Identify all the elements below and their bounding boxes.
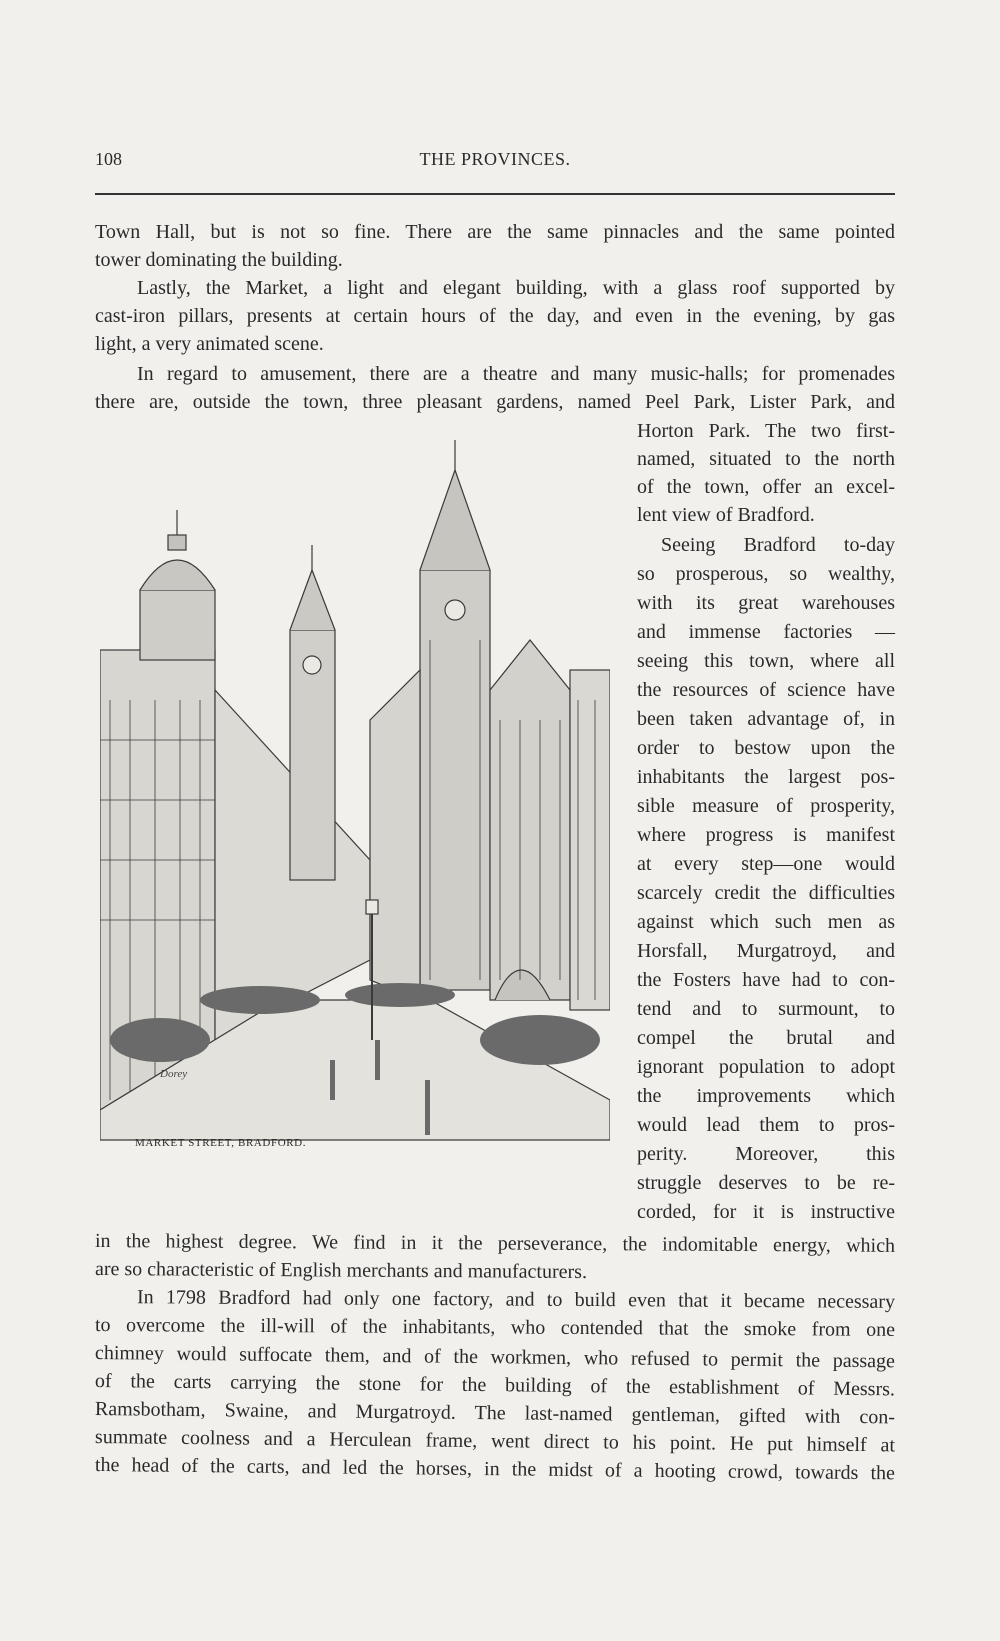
- street-illustration: [100, 440, 610, 1150]
- column-line: lent view of Bradford.: [637, 504, 815, 526]
- text-line: to overcome the ill-will of the inhabitants, who contended that the smoke from one: [94, 1314, 896, 1341]
- column-line: the improvements which: [637, 1085, 895, 1107]
- column-line: so prosperous, so wealthy,: [637, 563, 895, 585]
- running-head: THE PROVINCES.: [419, 149, 571, 169]
- column-line: at every step—one would: [637, 853, 895, 875]
- artist-signature: Dorey: [160, 1068, 188, 1080]
- text-line: tower dominating the building.: [95, 249, 343, 271]
- text-line: chimney would suffocate them, and of the workmen, who refused to permit the passage: [94, 1342, 896, 1373]
- page-number: 108: [95, 149, 122, 169]
- column-line: named, situated to the north: [637, 448, 895, 470]
- text-line: In regard to amusement, there are a theatre and many music-halls; for promenades: [137, 363, 895, 385]
- engraving-market-street: [100, 440, 610, 1150]
- text-line: In 1798 Bradford had only one factory, and to build even that it became necessary: [136, 1286, 896, 1313]
- column-line: Horsfall, Murgatroyd, and: [637, 940, 895, 962]
- column-line: scarcely credit the difficulties: [637, 882, 895, 904]
- column-line: the resources of science have: [637, 679, 895, 701]
- text-line: there are, outside the town, three pleasant gardens, named Peel Park, Lister Park, and: [95, 391, 895, 413]
- column-line: tend and to surmount, to: [637, 998, 895, 1020]
- column-line: struggle deserves to be re-: [637, 1172, 895, 1194]
- page-header: [95, 149, 895, 173]
- text-line: the head of the carts, and led the horses, in the midst of a hooting crowd, towards the: [94, 1454, 896, 1485]
- header-rule: [95, 193, 895, 195]
- text-line: Ramsbotham, Swaine, and Murgatroyd. The last-named gentleman, gifted with con-: [94, 1398, 896, 1429]
- column-line: inhabitants the largest pos-: [637, 766, 895, 788]
- text-line: in the highest degree. We find in it the perseverance, the indomitable energy, which: [94, 1230, 896, 1257]
- text-line: Lastly, the Market, a light and elegant building, with a glass roof supported by: [137, 277, 895, 299]
- column-line: seeing this town, where all: [637, 650, 895, 672]
- column-line: against which such men as: [637, 911, 895, 933]
- column-line: would lead them to pros-: [637, 1114, 895, 1136]
- column-line: of the town, offer an excel-: [637, 476, 895, 498]
- column-line: the Fosters have had to con-: [637, 969, 895, 991]
- text-line: of the carts carrying the stone for the building of the establishment of Messrs.: [94, 1370, 896, 1401]
- column-line: Horton Park. The two first-: [637, 420, 895, 442]
- text-line: are so characteristic of English merchants and manufacturers.: [94, 1258, 588, 1284]
- column-line: been taken advantage of, in: [637, 708, 895, 730]
- text-line: summate coolness and a Herculean frame, went direct to his point. He put himself at: [94, 1426, 896, 1457]
- column-line: order to bestow upon the: [637, 737, 895, 759]
- column-line: ignorant population to adopt: [637, 1056, 895, 1078]
- figure-caption: MARKET STREET, BRADFORD.: [135, 1137, 307, 1149]
- text-line: cast-iron pillars, presents at certain hours of the day, and even in the evening, by gas: [95, 305, 895, 327]
- column-line: where progress is manifest: [637, 824, 895, 846]
- column-line: sible measure of prosperity,: [637, 795, 895, 817]
- text-line: light, a very animated scene.: [95, 333, 324, 355]
- text-line: Town Hall, but is not so fine. There are the same pinnacles and the same pointed: [95, 221, 895, 243]
- column-line: with its great warehouses: [637, 592, 895, 614]
- column-line: Seeing Bradford to-day: [661, 534, 895, 556]
- column-line: compel the brutal and: [637, 1027, 895, 1049]
- column-line: and immense factories —: [637, 621, 895, 643]
- column-line: perity. Moreover, this: [637, 1143, 895, 1165]
- column-line: corded, for it is instructive: [637, 1201, 895, 1223]
